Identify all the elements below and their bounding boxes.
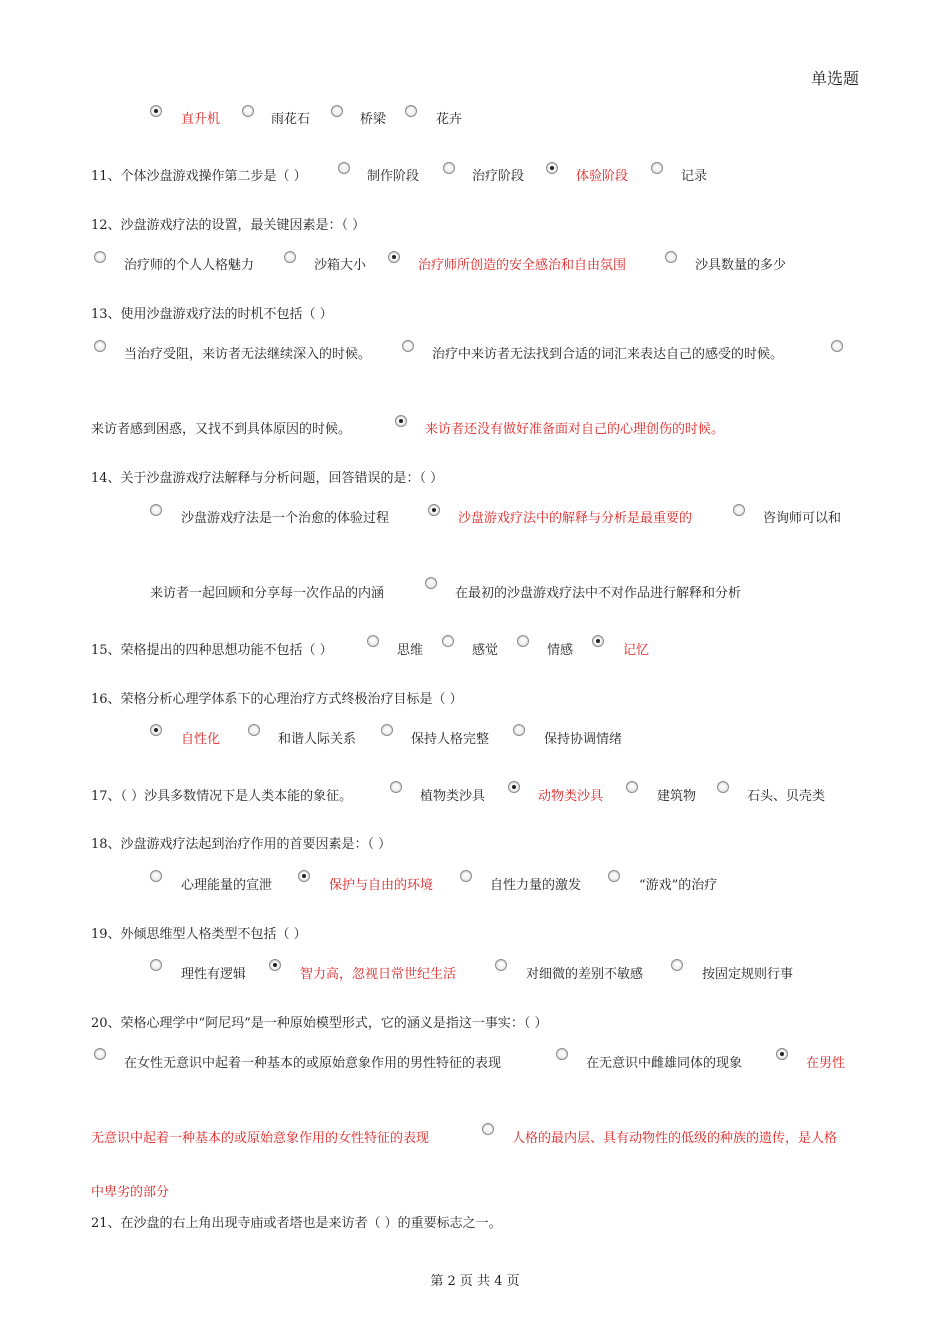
option-q20-a: 在女性无意识中起着一种基本的或原始意象作用的男性特征的表现 bbox=[124, 1056, 502, 1071]
radio-q18-a[interactable] bbox=[150, 870, 162, 882]
option-q14-a: 沙盘游戏疗法是一个治愈的体验过程 bbox=[181, 511, 390, 526]
option-q20-d-continued: 中卑劣的部分 bbox=[91, 1185, 170, 1200]
option-q12-a: 治疗师的个人人格魅力 bbox=[124, 258, 255, 273]
option-q15-d: 记忆 bbox=[623, 643, 650, 658]
option-q19-d: 按固定规则行事 bbox=[702, 967, 794, 982]
option-q12-d: 沙具数量的多少 bbox=[695, 258, 787, 273]
question-11-stem: 11、个体沙盘游戏操作第二步是（ ） bbox=[91, 169, 307, 184]
radio-q16-d[interactable] bbox=[513, 724, 525, 736]
option-q18-c: 自性力量的激发 bbox=[490, 878, 582, 893]
option-q20-c-continued: 无意识中起着一种基本的或原始意象作用的女性特征的表现 bbox=[91, 1131, 430, 1146]
radio-q16-a[interactable] bbox=[150, 724, 162, 736]
radio-q20-c[interactable] bbox=[776, 1048, 788, 1060]
option-q18-b: 保护与自由的环境 bbox=[329, 878, 434, 893]
option-q17-b: 动物类沙具 bbox=[538, 789, 604, 804]
radio-q13-a[interactable] bbox=[94, 340, 106, 352]
radio-q12-c[interactable] bbox=[388, 251, 400, 263]
option-q17-d: 石头、贝壳类 bbox=[747, 789, 826, 804]
radio-q12-b[interactable] bbox=[284, 251, 296, 263]
option-q16-b: 和谐人际关系 bbox=[278, 732, 357, 747]
option-q14-b: 沙盘游戏疗法中的解释与分析是最重要的 bbox=[458, 511, 693, 526]
option-q17-c: 建筑物 bbox=[657, 789, 697, 804]
option-q15-a: 思维 bbox=[397, 643, 424, 658]
radio-q14-d[interactable] bbox=[425, 577, 437, 589]
option-q15-c: 情感 bbox=[547, 643, 574, 658]
option-q18-d: “游戏”的治疗 bbox=[639, 878, 718, 893]
radio-q11-a[interactable] bbox=[338, 162, 350, 174]
option-q13-b: 治疗中来访者无法找到合适的词汇来表达自己的感受的时候。 bbox=[432, 347, 784, 362]
radio-q19-d[interactable] bbox=[671, 959, 683, 971]
option-q19-b: 智力高，忽视日常世纪生活 bbox=[300, 967, 457, 982]
option-q20-c: 在男性 bbox=[806, 1056, 846, 1071]
option-q17-a: 植物类沙具 bbox=[420, 789, 486, 804]
radio-q18-c[interactable] bbox=[460, 870, 472, 882]
option-q13-d: 来访者还没有做好准备面对自己的心理创伤的时候。 bbox=[425, 422, 725, 437]
radio-q14-b[interactable] bbox=[428, 504, 440, 516]
radio-q11-c[interactable] bbox=[546, 162, 558, 174]
question-12-stem: 12、沙盘游戏疗法的设置，最关键因素是：（ ） bbox=[91, 218, 366, 233]
option-q19-a: 理性有逻辑 bbox=[181, 967, 247, 982]
option-q20-d: 人格的最内层、具有动物性的低级的种族的遗传，是人格 bbox=[512, 1131, 838, 1146]
option-q10-c: 桥梁 bbox=[360, 112, 387, 127]
radio-q14-c[interactable] bbox=[733, 504, 745, 516]
radio-q17-d[interactable] bbox=[717, 781, 729, 793]
question-19-stem: 19、外倾思维型人格类型不包括（ ） bbox=[91, 927, 307, 942]
option-q14-d: 在最初的沙盘游戏疗法中不对作品进行解释和分析 bbox=[455, 586, 742, 601]
radio-q20-a[interactable] bbox=[94, 1048, 106, 1060]
radio-q12-d[interactable] bbox=[665, 251, 677, 263]
radio-q20-b[interactable] bbox=[556, 1048, 568, 1060]
radio-q16-b[interactable] bbox=[248, 724, 260, 736]
option-q11-a: 制作阶段 bbox=[367, 169, 420, 184]
radio-q15-d[interactable] bbox=[592, 635, 604, 647]
option-q11-b: 治疗阶段 bbox=[472, 169, 525, 184]
radio-q19-b[interactable] bbox=[269, 959, 281, 971]
option-q10-d: 花卉 bbox=[436, 112, 463, 127]
radio-q17-c[interactable] bbox=[626, 781, 638, 793]
radio-q13-c[interactable] bbox=[831, 340, 843, 352]
radio-q11-d[interactable] bbox=[651, 162, 663, 174]
option-q13-a: 当治疗受阻，来访者无法继续深入的时候。 bbox=[124, 347, 372, 362]
option-q14-c: 咨询师可以和 bbox=[763, 511, 842, 526]
option-q16-a: 自性化 bbox=[181, 732, 221, 747]
radio-q13-d[interactable] bbox=[395, 415, 407, 427]
question-18-stem: 18、沙盘游戏疗法起到治疗作用的首要因素是：（ ） bbox=[91, 837, 392, 852]
option-q11-d: 记录 bbox=[681, 169, 708, 184]
radio-q15-b[interactable] bbox=[442, 635, 454, 647]
radio-q15-c[interactable] bbox=[517, 635, 529, 647]
question-21-stem: 21、在沙盘的右上角出现寺庙或者塔也是来访者（ ）的重要标志之一。 bbox=[91, 1216, 502, 1231]
section-title: 单选题 bbox=[810, 69, 859, 88]
option-q16-d: 保持协调情绪 bbox=[544, 732, 623, 747]
radio-q17-b[interactable] bbox=[508, 781, 520, 793]
question-17-stem: 17、（ ）沙具多数情况下是人类本能的象征。 bbox=[91, 789, 353, 804]
radio-q19-a[interactable] bbox=[150, 959, 162, 971]
option-q18-a: 心理能量的宣泄 bbox=[181, 878, 273, 893]
page-footer: 第 2 页 共 4 页 bbox=[430, 1274, 520, 1289]
radio-q10-b[interactable] bbox=[242, 105, 254, 117]
radio-q12-a[interactable] bbox=[94, 251, 106, 263]
option-q12-c: 治疗师所创造的安全感治和自由氛围 bbox=[418, 258, 627, 273]
question-15-stem: 15、荣格提出的四种思想功能不包括（ ） bbox=[91, 643, 333, 658]
radio-q18-b[interactable] bbox=[298, 870, 310, 882]
radio-q20-d[interactable] bbox=[482, 1123, 494, 1135]
radio-q17-a[interactable] bbox=[390, 781, 402, 793]
option-q15-b: 感觉 bbox=[472, 643, 499, 658]
radio-q11-b[interactable] bbox=[443, 162, 455, 174]
radio-q18-d[interactable] bbox=[608, 870, 620, 882]
option-q19-c: 对细微的差别不敏感 bbox=[526, 967, 644, 982]
question-13-stem: 13、使用沙盘游戏疗法的时机不包括（ ） bbox=[91, 307, 333, 322]
question-14-stem: 14、关于沙盘游戏疗法解释与分析问题，回答错误的是：（ ） bbox=[91, 471, 444, 486]
radio-q10-c[interactable] bbox=[331, 105, 343, 117]
radio-q19-c[interactable] bbox=[495, 959, 507, 971]
radio-q10-d[interactable] bbox=[405, 105, 417, 117]
option-q20-b: 在无意识中雌雄同体的现象 bbox=[586, 1056, 743, 1071]
option-q14-c-continued: 来访者一起回顾和分享每一次作品的内涵 bbox=[150, 586, 385, 601]
radio-q10-a[interactable] bbox=[150, 105, 162, 117]
option-q10-a: 直升机 bbox=[181, 112, 221, 127]
radio-q16-c[interactable] bbox=[381, 724, 393, 736]
option-q11-c: 体验阶段 bbox=[576, 169, 629, 184]
option-q16-c: 保持人格完整 bbox=[411, 732, 490, 747]
option-q13-c: 来访者感到困惑，又找不到具体原因的时候。 bbox=[91, 422, 352, 437]
radio-q15-a[interactable] bbox=[367, 635, 379, 647]
radio-q13-b[interactable] bbox=[402, 340, 414, 352]
question-16-stem: 16、荣格分析心理学体系下的心理治疗方式终极治疗目标是（ ） bbox=[91, 692, 463, 707]
option-q12-b: 沙箱大小 bbox=[314, 258, 367, 273]
question-20-stem: 20、荣格心理学中“阿尼玛”是一种原始模型形式，它的涵义是指这一事实：（ ） bbox=[91, 1016, 548, 1031]
option-q10-b: 雨花石 bbox=[271, 112, 311, 127]
radio-q14-a[interactable] bbox=[150, 504, 162, 516]
